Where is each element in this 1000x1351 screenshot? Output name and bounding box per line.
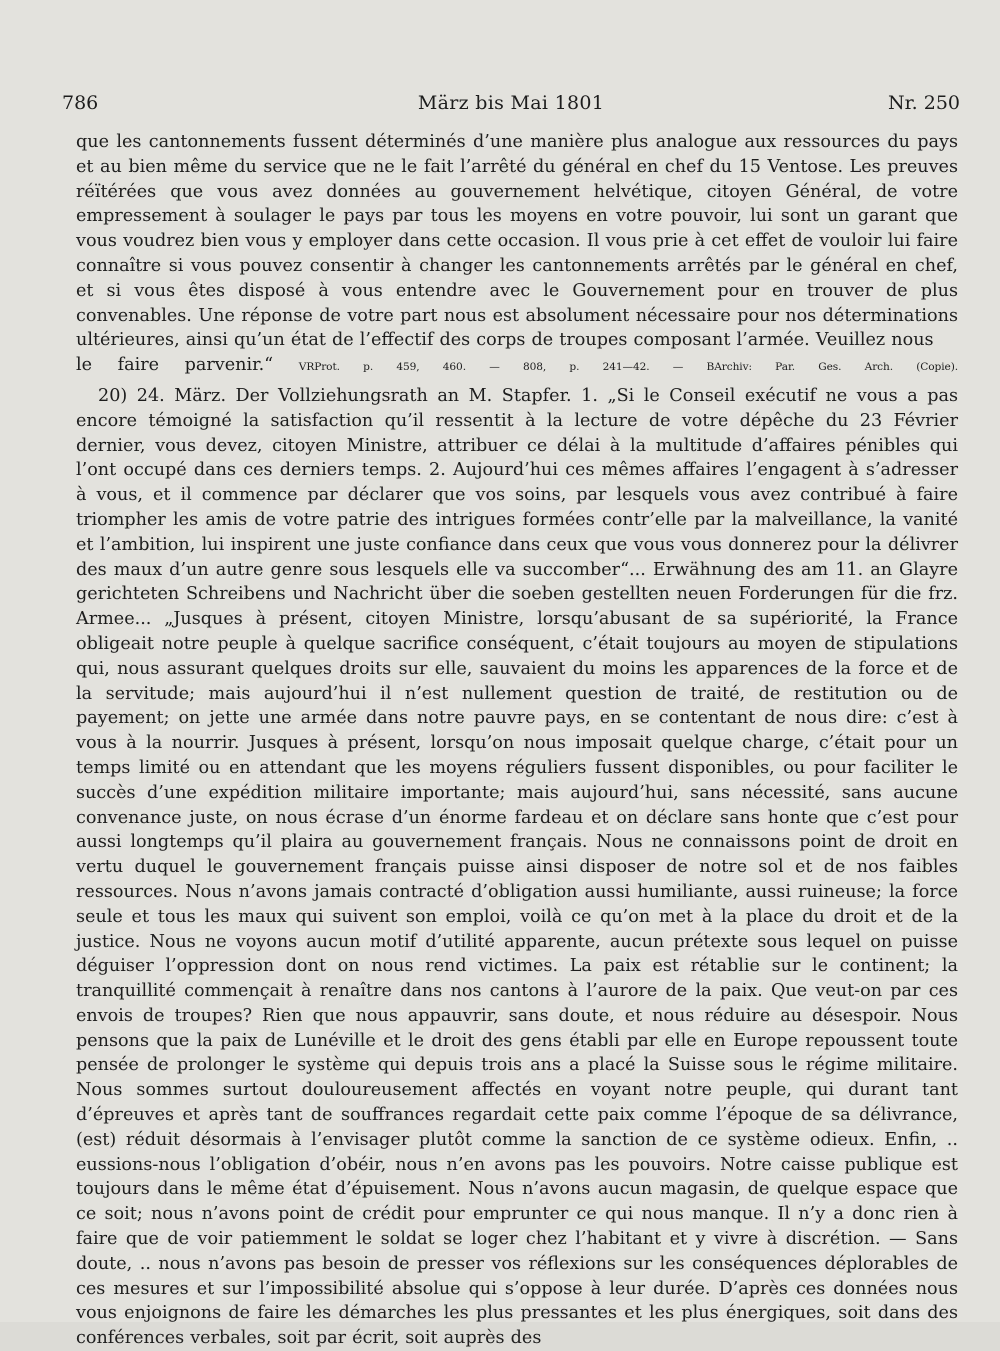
body-text [76, 130, 958, 1351]
section-20-text: 20) 24. März. Der Vollziehungsrath an M. Stapfer. 1. „Si le Conseil exécutif ne vous a pas encore témoigné la satisfaction qu’il ressentit à la lecture de votre dépêche du 23 Février dernier, vous devez, citoyen Ministre, attribuer ce délai à la multitude d’affaires pénibles qui l’ont occupé dans ces derniers temps. 2. Aujourd’hui ces mêmes affaires l’engagent à s’adresser à vous, et il commence par déclarer que vos soins, par lesquels vous avez contribué à faire triompher les amis de votre patrie des intrigues formées contr’elle par la malveillance, la vanité et l’ambition, lui inspirent une juste confiance dans ceux que vous vous donnerez pour la délivrer des maux d’un autre genre sous lesquels elle va succomber“... Erwähnung des am 11. an Glayre gerichteten Schreibens und Nachricht über die soeben gestellten neuen Forderungen für die frz. Armee... „Jusques à présent, citoyen Ministre, lorsqu’abusant de sa supériorité, la France obligeait notre peuple à quelque sacrifice conséquent, c’était toujours au moyen de stipulations qui, nous assurant quelques droits sur elle, sauvaient du moins les apparences de la force et de la servitude; mais aujourd’hui il n’est nullement question de traité, de restitution ou de payement; on jette une armée dans notre pauvre pays, en se contentant de nous dire: c’est à vous à la nourrir. Jusques à présent, lorsqu’on nous imposait quelque charge, c’était pour un temps limité ou en attendant que les moyens réguliers fussent disponibles, ou pour faciliter le succès d’une expédition militaire importante; mais aujourd’hui, sans nécessité, sans aucune convenance juste, on nous écrase d’un énorme fardeau et on déclare sans honte que c’est pour aussi longtemps qu’il plaira au gouvernement français. Nous ne connaissons point de droit en vertu duquel le gouvernement français puisse ainsi disposer de notre sol et de nos faibles ressources. Nous n’avons jamais contracté d’obligation aussi humiliante, aussi ruineuse; la force seule et tous les maux qui suivent son emploi, voilà ce qu’on met à la place du droit et de la justice. Nous ne voyons aucun motif d’utilité apparente, aucun prétexte sous lequel on puisse déguiser l’oppression dont on nous rend victimes. La paix est rétablie sur le continent; la tranquillité commençait à renaître dans nos cantons à l’aurore de la paix. Que veut-on par ces envois de troupes? Rien que nous appauvrir, sans doute, et nous réduire au désespoir. Nous pensons que la paix de Lunéville et le droit des gens établi par elle en Europe repoussent toute pensée de prolonger le système qui depuis trois ans a placé la Suisse sous le régime militaire. Nous sommes surtout douloureusement affectés en voyant notre peuple, qui durant tant d’épreuves et après tant de souffrances regardait cette paix comme l’époque de sa délivrance, (est) réduit désormais à l’envisager plutôt comme la sanction de ce système odieux. Enfin, .. eussions-nous l’obligation d’obéir, nous n’en avons pas les pouvoirs. Notre caisse publique est toujours dans le même état d’épuisement. Nous n’avons aucun magasin, de quelque espace que ce soit; nous n’avons point de crédit pour emprunter ce qui nous manque. Il n’y a donc rien à faire que de voir patiemment le soldat se loger chez l’habitant et y vivre à discrétion. — Sans doute, .. nous n’avons pas besoin de presser vos réflexions sur les conséquences déplorables de ces mesures et sur l’impossibilité absolue qui s’oppose à leur durée. D’après ces données nous vous enjoignons de faire les démarches les plus pressantes et les plus énergiques, soit dans des conférences verbales, soit par écrit, soit auprès des [76, 385, 958, 1349]
closing-line-with-source [76, 353, 958, 380]
running-title: März bis Mai 1801 [417, 92, 605, 114]
section-20 [76, 384, 958, 1351]
page-header [62, 92, 960, 118]
paragraph-text: que les cantonnements fussent déterminés d’une manière plus analogue aux ressources du pays et au bien même du service que ne le fait l’arrêté du général en chef du 15 Ventose. Les preuves réïtérées que vous avez données au gouvernement helvétique, citoyen Général, de votre empressement à soulager le pays par tous les moyens en votre pouvoir, lui sont un garant que vous voudrez bien vous y employer dans cette occasion. Il vous prie à cet effet de vouloir lui faire connaître si vous pouvez consentir à changer les cantonnements arrêtés par le général en chef, et si vous êtes disposé à vous entendre avec le Gouvernement pour en trouver de plus convenables. Une réponse de votre part nous est absolument nécessaire pour nos déterminations ultérieures, ainsi qu’un état de l’effectif des corps de troupes composant l’armée. Veuillez nous [76, 132, 958, 351]
paragraph-continuation [76, 130, 958, 353]
page-number: 786 [62, 92, 99, 114]
source-citation: VRProt. p. 459, 460. — 808, p. 241—42. — BArchiv: Par. Ges. Arch. (Copie). [298, 361, 958, 374]
document-number: Nr. 250 [888, 92, 960, 114]
closing-text: le faire parvenir.“ [76, 355, 274, 376]
